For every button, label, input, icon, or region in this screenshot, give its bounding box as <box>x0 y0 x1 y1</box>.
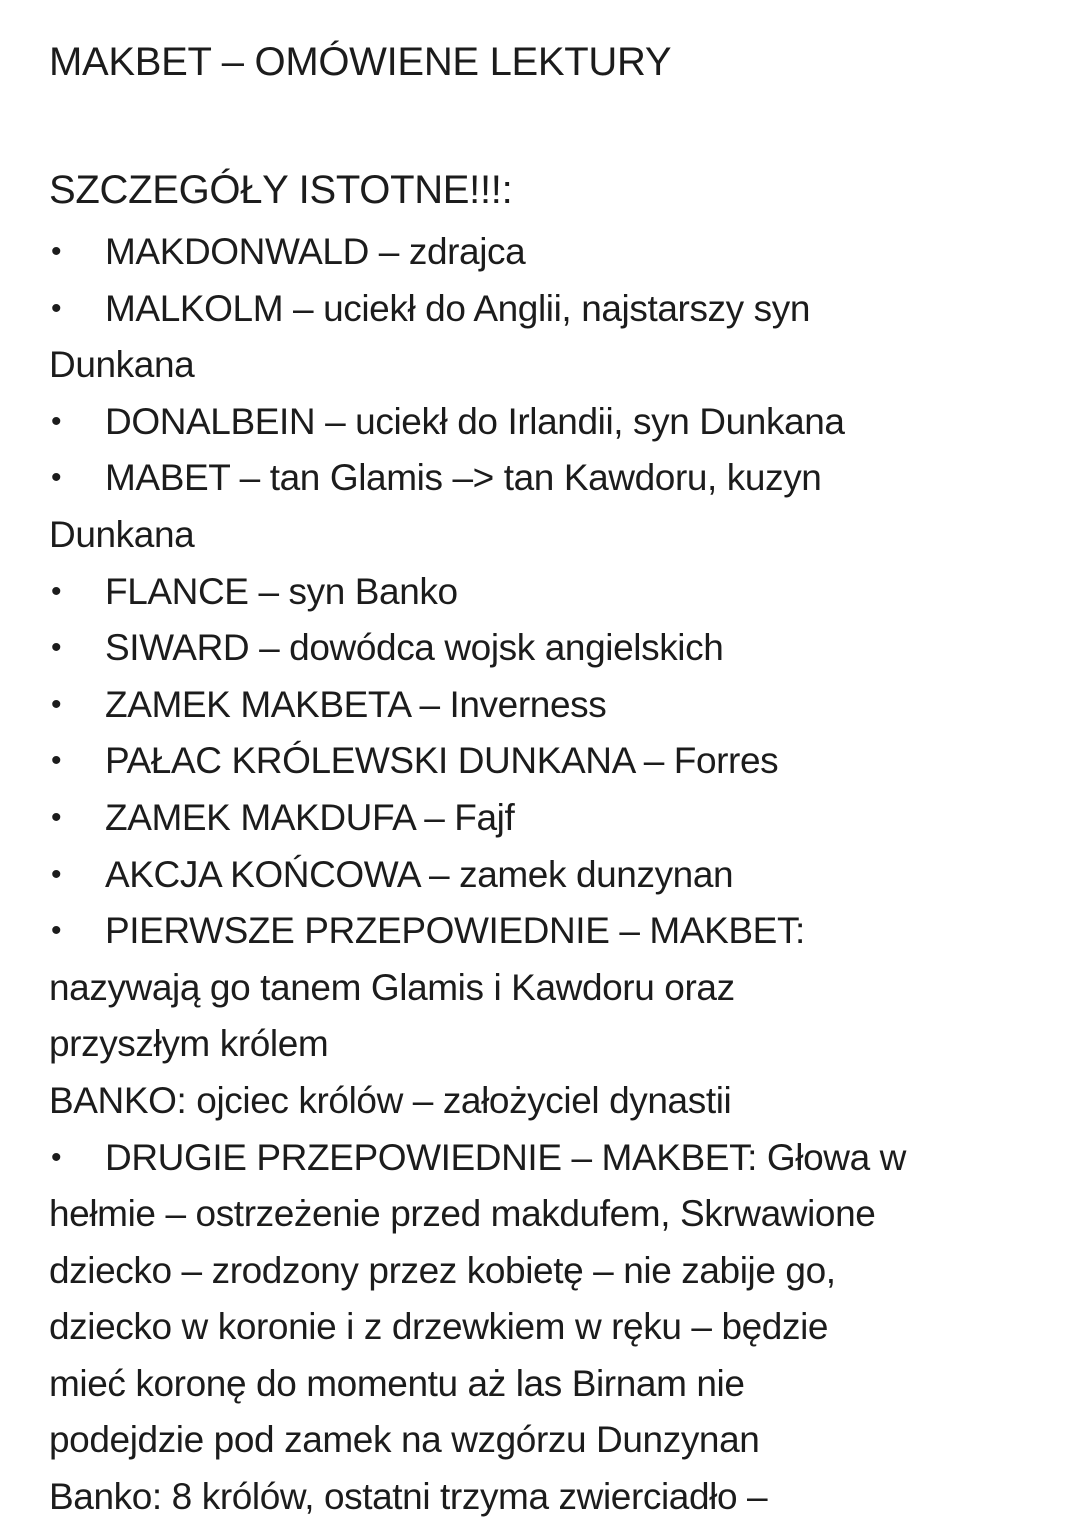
list-item <box>49 847 1060 904</box>
section-heading: SZCZEGÓŁY ISTOTNE!!!: <box>49 168 513 212</box>
list-item-text: PAŁAC KRÓLEWSKI DUNKANA – Forres <box>105 740 779 782</box>
bullet-icon: • <box>51 404 62 438</box>
list-item-text: Banko: 8 królów, ostatni trzyma zwierciadło – <box>49 1476 768 1518</box>
list-item <box>49 450 1060 507</box>
list-item <box>49 677 1060 734</box>
list-item-text: FLANCE – syn Banko <box>105 570 458 612</box>
list-item-text: dziecko – zrodzony przez kobietę – nie zabije go, <box>49 1249 836 1291</box>
list-item-text: Dunkana <box>49 513 195 555</box>
list-item-continuation <box>49 507 1060 564</box>
list-item <box>49 224 1060 281</box>
bullet-icon: • <box>51 687 62 721</box>
list-item-text: AKCJA KOŃCOWA – zamek dunzynan <box>105 853 734 895</box>
list-item-text: DONALBEIN – uciekł do Irlandii, syn Dunkana <box>105 400 845 442</box>
list-item-continuation <box>49 1186 1060 1243</box>
bullet-icon: • <box>51 744 62 778</box>
list-item-text: MAKDONWALD – zdrajca <box>105 231 526 272</box>
list-item <box>49 564 1060 621</box>
list-item <box>49 733 1060 790</box>
list-item-text: mieć koronę do momentu aż las Birnam nie <box>49 1362 745 1404</box>
list-item-text: SIWARD – dowódca wojsk angielskich <box>105 627 724 669</box>
list-item <box>49 1130 1060 1187</box>
bullet-icon: • <box>51 800 62 834</box>
list-item-text: Dunkana <box>49 344 195 386</box>
list-item-continuation <box>49 1356 1060 1413</box>
bullet-icon: • <box>51 235 62 268</box>
list-item <box>49 790 1060 847</box>
bullet-icon: • <box>51 1140 62 1174</box>
list-item-text: hełmie – ostrzeżenie przed makdufem, Skrwawione <box>49 1193 876 1235</box>
list-item-text: przyszłym królem <box>49 1023 329 1065</box>
list-item-continuation <box>49 1073 1060 1130</box>
list-item-continuation <box>49 1412 1060 1469</box>
list-item <box>49 903 1060 960</box>
list-item-continuation <box>49 337 1060 394</box>
list-item-text: MABET – tan Glamis –> tan Kawdoru, kuzyn <box>105 457 822 499</box>
list-item-text: podejdzie pod zamek na wzgórzu Dunzynan <box>49 1419 760 1461</box>
list-item-text: ZAMEK MAKBETA – Inverness <box>105 683 607 725</box>
bullet-icon: • <box>51 631 62 665</box>
list-item-text: BANKO: ojciec królów – założyciel dynastii <box>49 1079 732 1121</box>
list-item-text: nazywają go tanem Glamis i Kawdoru oraz <box>49 966 735 1008</box>
bullet-icon: • <box>51 574 62 608</box>
list-item-continuation <box>49 1243 1060 1300</box>
list-item-text: MALKOLM – uciekł do Anglii, najstarszy syn <box>105 287 811 329</box>
list-item-continuation <box>49 1299 1060 1356</box>
bullet-icon: • <box>51 914 62 948</box>
document-page <box>49 34 1060 1526</box>
list-item-continuation <box>49 1469 1060 1526</box>
bullet-icon: • <box>51 291 62 325</box>
bullet-icon: • <box>51 461 62 495</box>
notes-list <box>49 224 1060 1526</box>
list-item-continuation <box>49 960 1060 1017</box>
list-item-text: DRUGIE PRZEPOWIEDNIE – MAKBET: Głowa w <box>105 1136 907 1178</box>
list-item <box>49 620 1060 677</box>
list-item <box>49 281 1060 338</box>
list-item-text: PIERWSZE PRZEPOWIEDNIE – MAKBET: <box>105 910 805 952</box>
list-item-text: ZAMEK MAKDUFA – Fajf <box>105 796 515 838</box>
list-item <box>49 394 1060 451</box>
list-item-continuation <box>49 1016 1060 1073</box>
list-item-text: dziecko w koronie i z drzewkiem w ręku – będzie <box>49 1306 829 1348</box>
bullet-icon: • <box>51 857 62 891</box>
document-title: MAKBET – OMÓWIENE LEKTURY <box>49 40 672 84</box>
